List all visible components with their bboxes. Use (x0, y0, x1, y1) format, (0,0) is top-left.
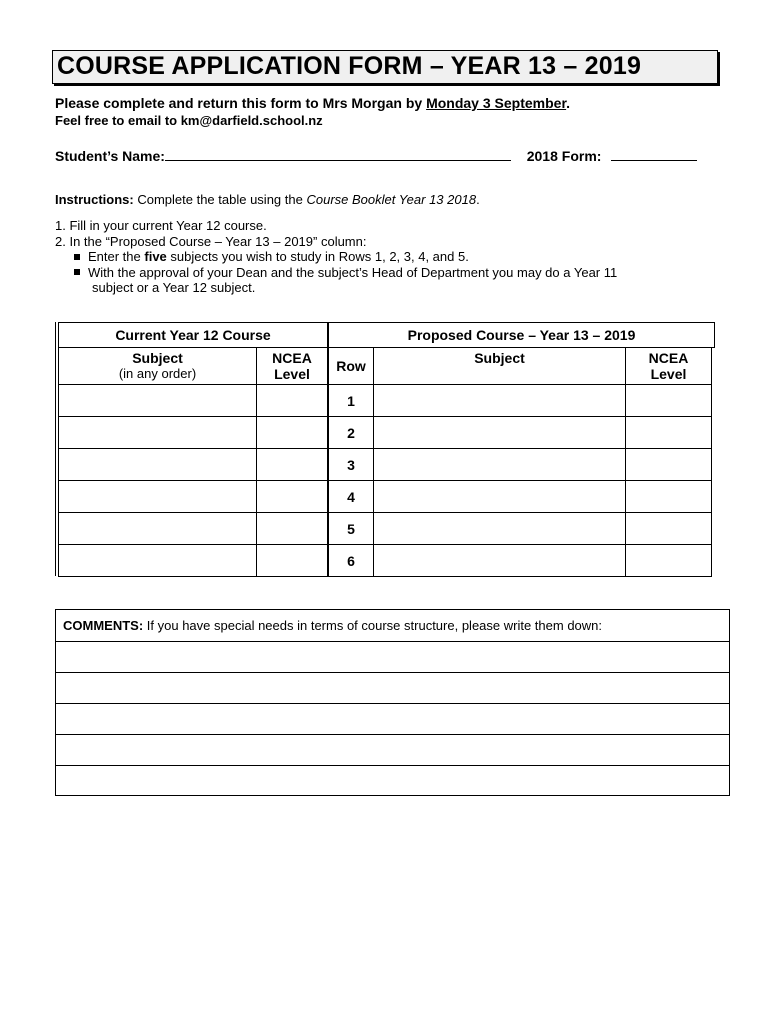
bullet-2-continuation: subject or a Year 12 subject. (92, 280, 256, 295)
current-ncea-cell[interactable] (256, 448, 328, 481)
current-subject-cell[interactable] (58, 448, 257, 481)
form-field[interactable] (611, 146, 697, 161)
step-list (55, 218, 617, 296)
comments-heading (63, 618, 602, 633)
proposed-ncea-cell[interactable] (625, 416, 712, 449)
instructions-label: Instructions: (55, 192, 134, 207)
current-ncea-cell[interactable] (256, 416, 328, 449)
comments-label: COMMENTS: (63, 618, 144, 633)
proposed-course-header: Proposed Course – Year 13 – 2019 (328, 322, 715, 348)
current-subject-cell[interactable] (58, 512, 257, 545)
proposed-ncea-cell[interactable] (625, 384, 712, 417)
proposed-subject-label: Subject (474, 350, 525, 366)
current-subject-cell[interactable] (58, 544, 257, 577)
student-name-field[interactable] (165, 146, 511, 161)
row-number-cell: 5 (328, 512, 374, 545)
current-subject-cell[interactable] (58, 384, 257, 417)
ncea-label: NCEA (272, 350, 312, 366)
proposed-ncea-cell[interactable] (625, 544, 712, 577)
subject-header (58, 347, 257, 385)
comments-line[interactable] (56, 765, 729, 766)
current-course-header: Current Year 12 Course (58, 322, 328, 348)
proposed-ncea-cell[interactable] (625, 448, 712, 481)
proposed-subject-cell[interactable] (373, 448, 626, 481)
instructions-end: . (476, 192, 480, 207)
comments-line[interactable] (56, 734, 729, 735)
student-name-label: Student’s Name: (55, 148, 165, 164)
row-number-cell: 6 (328, 544, 374, 577)
row-header: Row (328, 347, 374, 385)
subject-header-note: (in any order) (118, 366, 197, 381)
ncea-label: NCEA (648, 350, 689, 366)
bullet-1-text-end: subjects you wish to study in Rows 1, 2, 3, 4, and 5. (166, 249, 469, 264)
step-1: 1. Fill in your current Year 12 course. (55, 218, 267, 233)
comments-line[interactable] (56, 703, 729, 704)
subject-header-label: Subject (132, 350, 183, 366)
return-instruction (55, 95, 570, 111)
table-left-rule (55, 322, 56, 576)
current-ncea-cell[interactable] (256, 512, 328, 545)
bullet-1 (55, 249, 617, 265)
bullet-icon (74, 254, 80, 260)
proposed-subject-cell[interactable] (373, 384, 626, 417)
proposed-subject-cell[interactable] (373, 544, 626, 577)
row-number-cell: 2 (328, 416, 374, 449)
booklet-name: Course Booklet Year 13 2018 (306, 192, 477, 207)
proposed-subject-cell[interactable] (373, 512, 626, 545)
student-row (55, 146, 697, 164)
row-number-cell: 4 (328, 480, 374, 513)
return-text: Please complete and return this form to Mrs Morgan by (55, 95, 427, 111)
current-subject-cell[interactable] (58, 480, 257, 513)
instructions-text: Complete the table using the (133, 192, 307, 207)
bullet-2-text: With the approval of your Dean and the subject’s Head of Department you may do a Year 11 (88, 264, 618, 280)
instructions (55, 192, 480, 207)
page-title: COURSE APPLICATION FORM – YEAR 13 – 2019 (57, 52, 642, 80)
form-label: 2018 Form: (526, 148, 602, 164)
row-number-cell: 1 (328, 384, 374, 417)
comments-line[interactable] (56, 672, 729, 673)
current-ncea-cell[interactable] (256, 544, 328, 577)
proposed-subject-cell[interactable] (373, 416, 626, 449)
return-text-end: . (566, 95, 571, 111)
email-instruction: Feel free to email to km@darfield.school.nz (55, 113, 323, 128)
deadline: Monday 3 September (426, 95, 567, 111)
ncea-level-header (256, 347, 328, 385)
proposed-ncea-header (625, 347, 712, 385)
proposed-ncea-cell[interactable] (625, 480, 712, 513)
bullet-1-bold: five (144, 249, 167, 264)
bullet-2 (55, 265, 617, 281)
current-ncea-cell[interactable] (256, 384, 328, 417)
title-box (52, 50, 718, 84)
bullet-icon (74, 269, 80, 275)
proposed-subject-cell[interactable] (373, 480, 626, 513)
comments-line[interactable] (56, 641, 729, 642)
row-number-cell: 3 (328, 448, 374, 481)
comments-box (55, 609, 730, 796)
proposed-subject-header (373, 347, 626, 385)
current-ncea-cell[interactable] (256, 480, 328, 513)
bullet-1-text: Enter the (88, 249, 145, 264)
comments-text: If you have special needs in terms of course structure, please write them down: (143, 618, 603, 633)
step-2: 2. In the “Proposed Course – Year 13 – 2019” column: (55, 233, 367, 249)
current-subject-cell[interactable] (58, 416, 257, 449)
level-label: Level (274, 366, 310, 382)
level-label: Level (650, 366, 687, 382)
proposed-ncea-cell[interactable] (625, 512, 712, 545)
